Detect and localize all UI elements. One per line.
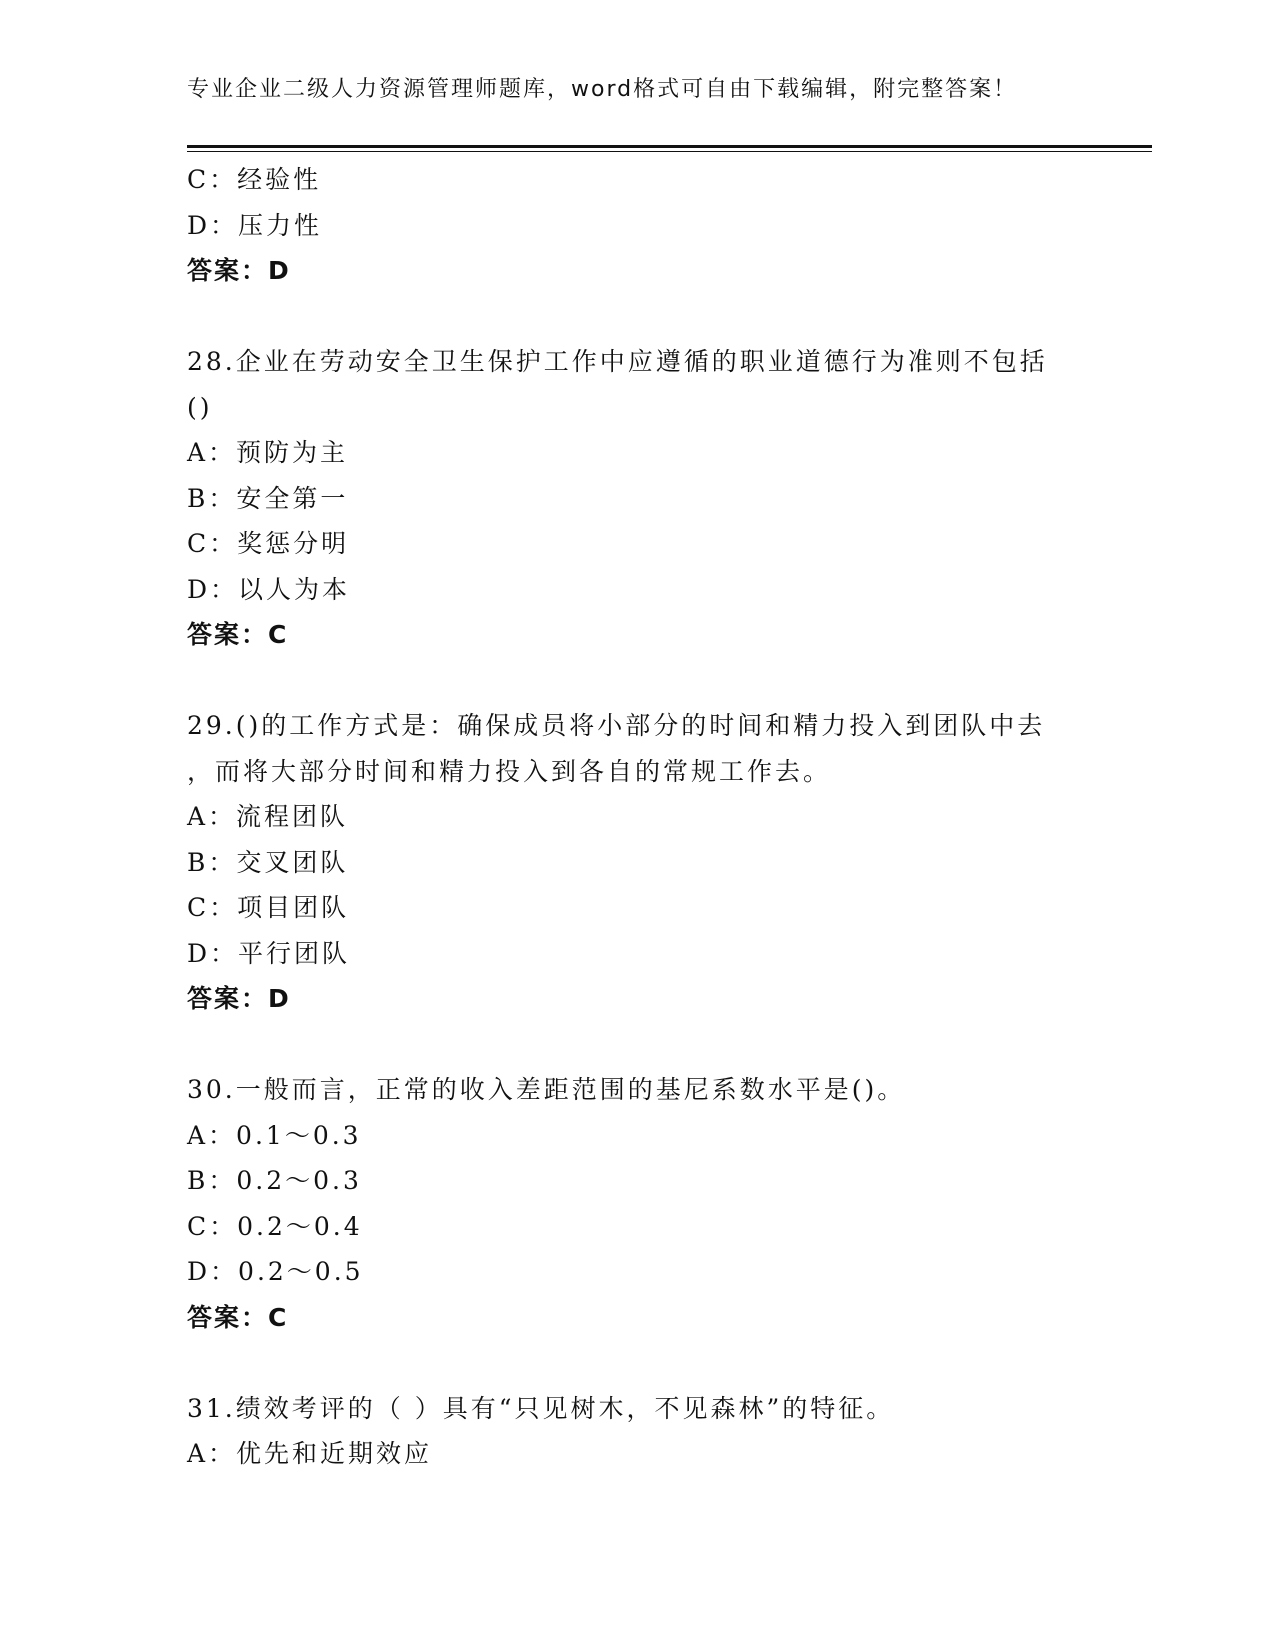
spacer <box>187 1340 1087 1386</box>
option-c: C：项目团队 <box>187 893 350 922</box>
option-d: D：以人为本 <box>187 574 351 604</box>
option-a: A：0.1～0.3 <box>187 1120 362 1150</box>
spacer <box>187 658 1087 704</box>
answer-label: 答案：C <box>187 620 289 649</box>
question-text: 28.企业在劳动安全卫生保护工作中应遵循的职业道德行为准则不包括 <box>187 347 1048 376</box>
question-block <box>187 157 1087 294</box>
question-block <box>187 339 1087 658</box>
question-text: 31.绩效考评的（ ）具有“只见树木，不见森林”的特征。 <box>187 1393 895 1423</box>
answer-label: 答案：D <box>187 256 291 285</box>
question-block <box>187 1386 1087 1477</box>
option-a: A：流程团队 <box>187 802 349 831</box>
question-text: 30.一般而言，正常的收入差距范围的基尼系数水平是()。 <box>187 1075 906 1104</box>
option-b: B：交叉团队 <box>187 847 349 877</box>
option-c: C：经验性 <box>187 165 322 194</box>
option-c: C：奖惩分明 <box>187 529 350 558</box>
question-text: 29.()的工作方式是：确保成员将小部分的时间和精力投入到团队中去 <box>187 711 1046 740</box>
option-d: D：0.2～0.5 <box>187 1257 364 1286</box>
spacer <box>187 1022 1087 1068</box>
question-text: () <box>187 392 213 422</box>
answer-label: 答案：C <box>187 1302 289 1332</box>
option-b: B：0.2～0.3 <box>187 1166 362 1195</box>
header-divider <box>187 145 1152 148</box>
question-block <box>187 1067 1087 1340</box>
option-d: D：压力性 <box>187 210 323 240</box>
question-list <box>187 157 1087 1477</box>
option-d: D：平行团队 <box>187 938 351 968</box>
option-a: A：优先和近期效应 <box>187 1439 433 1468</box>
spacer <box>187 294 1087 340</box>
option-a: A：预防为主 <box>187 438 349 467</box>
question-text: ，而将大部分时间和精力投入到各自的常规工作去。 <box>187 756 832 786</box>
question-block <box>187 703 1087 1022</box>
page-header: 专业企业二级人力资源管理师题库，word格式可自由下载编辑，附完整答案！ <box>187 77 1018 102</box>
header-divider-thin <box>187 151 1152 152</box>
option-c: C：0.2～0.4 <box>187 1211 363 1241</box>
option-b: B：安全第一 <box>187 483 349 513</box>
answer-label: 答案：D <box>187 984 291 1013</box>
